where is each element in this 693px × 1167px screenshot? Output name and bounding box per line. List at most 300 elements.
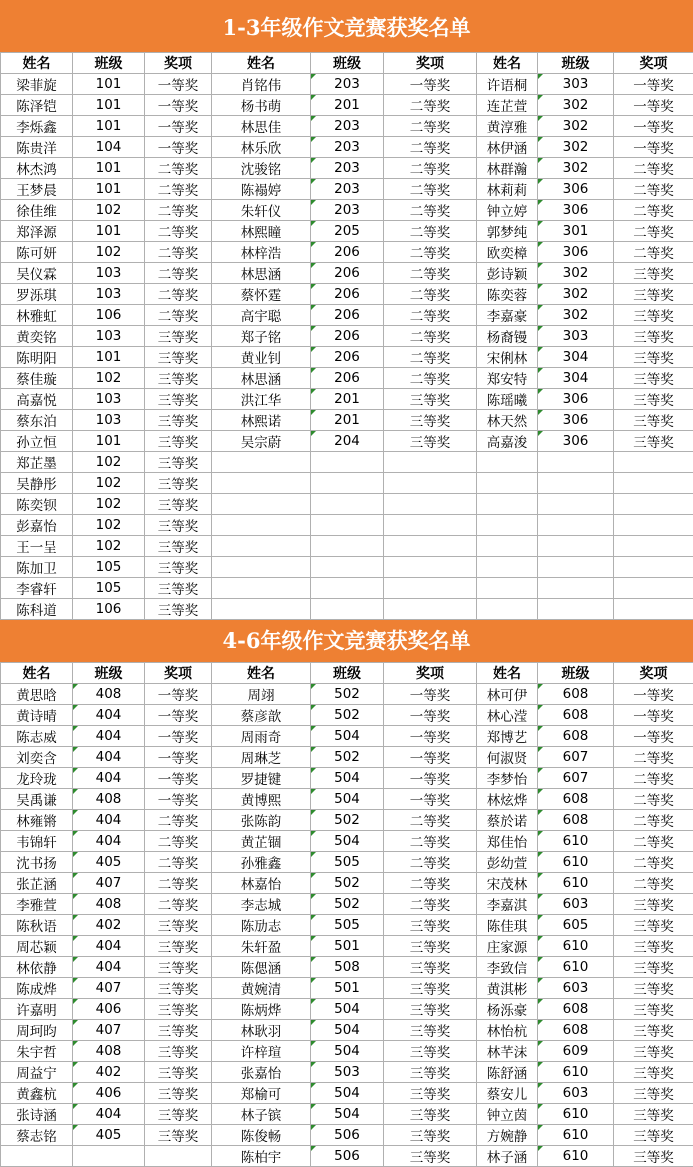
- empty-cell: [477, 515, 538, 536]
- empty-cell: [311, 494, 384, 515]
- cell-name: 黄博熙: [212, 789, 311, 810]
- cell-name: 韦锦轩: [1, 831, 73, 852]
- table-row: [1, 747, 693, 768]
- cell-class: 304: [538, 347, 614, 368]
- cell-award: 二等奖: [614, 747, 693, 768]
- cell-class: 504: [311, 726, 384, 747]
- table-row: [1, 1041, 693, 1062]
- cell-class: 408: [73, 684, 145, 705]
- cell-name: 张诗涵: [1, 1104, 73, 1125]
- cell-name: 罗泺琪: [1, 284, 73, 305]
- table-row: [1, 326, 693, 347]
- cell-class: 608: [538, 726, 614, 747]
- cell-class: 303: [538, 74, 614, 95]
- cell-class: 504: [311, 1020, 384, 1041]
- cell-class: 201: [311, 95, 384, 116]
- empty-cell: [212, 599, 311, 620]
- empty-cell: [614, 494, 693, 515]
- cell-class: 306: [538, 179, 614, 200]
- cell-class: 102: [73, 368, 145, 389]
- cell-name: 高嘉浚: [477, 431, 538, 452]
- cell-class: 304: [538, 368, 614, 389]
- cell-award: 三等奖: [145, 368, 212, 389]
- cell-name: 李嘉豪: [477, 305, 538, 326]
- cell-name: 朱轩盈: [212, 936, 311, 957]
- cell-award: 二等奖: [614, 873, 693, 894]
- table-row: [1, 999, 693, 1020]
- cell-class: 206: [311, 242, 384, 263]
- cell-award: 三等奖: [145, 410, 212, 431]
- cell-class: 306: [538, 431, 614, 452]
- cell-name: 林熙诺: [212, 410, 311, 431]
- table-row: [1, 494, 693, 515]
- cell-award: 一等奖: [145, 747, 212, 768]
- cell-award: 三等奖: [145, 347, 212, 368]
- cell-award: 一等奖: [145, 137, 212, 158]
- empty-cell: [614, 578, 693, 599]
- cell-award: 二等奖: [614, 852, 693, 873]
- cell-award: 三等奖: [145, 536, 212, 557]
- cell-award: 三等奖: [145, 978, 212, 999]
- cell-class: 504: [311, 768, 384, 789]
- cell-name: 陈奕钡: [1, 494, 73, 515]
- empty-cell: [477, 578, 538, 599]
- cell-class: 206: [311, 368, 384, 389]
- cell-award: 二等奖: [145, 873, 212, 894]
- cell-name: 蔡东泊: [1, 410, 73, 431]
- cell-name: 林梓浩: [212, 242, 311, 263]
- section1-title: 1-3年级作文竞赛获奖名单: [0, 0, 693, 52]
- table-row: [1, 852, 693, 873]
- empty-cell: [538, 536, 614, 557]
- cell-name: 方婉静: [477, 1125, 538, 1146]
- empty-cell: [311, 578, 384, 599]
- table-row: [1, 473, 693, 494]
- cell-class: 610: [538, 936, 614, 957]
- col-header-class: 班级: [538, 663, 614, 684]
- table-row: [1, 137, 693, 158]
- cell-award: 三等奖: [384, 915, 477, 936]
- cell-name: 黄鑫杭: [1, 1083, 73, 1104]
- cell-class: 101: [73, 347, 145, 368]
- cell-class: 404: [73, 810, 145, 831]
- empty-cell: [212, 536, 311, 557]
- cell-award: 二等奖: [384, 347, 477, 368]
- col-header-name: 姓名: [1, 663, 73, 684]
- table-row: [1, 978, 693, 999]
- cell-name: 沈骏铭: [212, 158, 311, 179]
- cell-award: 三等奖: [145, 1062, 212, 1083]
- cell-name: 郑榆可: [212, 1083, 311, 1104]
- cell-class: 404: [73, 831, 145, 852]
- cell-class: 404: [73, 768, 145, 789]
- cell-name: 彭幼萱: [477, 852, 538, 873]
- cell-award: 二等奖: [384, 263, 477, 284]
- cell-class: 101: [73, 74, 145, 95]
- cell-name: 陈炳烨: [212, 999, 311, 1020]
- cell-class: 101: [73, 179, 145, 200]
- cell-name: 林可伊: [477, 684, 538, 705]
- cell-award: 三等奖: [145, 389, 212, 410]
- table-row: [1, 768, 693, 789]
- cell-name: 王一呈: [1, 536, 73, 557]
- table-row: [1, 179, 693, 200]
- cell-name: 张嘉怡: [212, 1062, 311, 1083]
- cell-name: 林杰鸿: [1, 158, 73, 179]
- cell-name: 李致信: [477, 957, 538, 978]
- cell-name: 李烁鑫: [1, 116, 73, 137]
- cell-class: 605: [538, 915, 614, 936]
- cell-name: 郑芷墨: [1, 452, 73, 473]
- col-header-award: 奖项: [614, 53, 693, 74]
- cell-class: 203: [311, 200, 384, 221]
- cell-award: 三等奖: [614, 389, 693, 410]
- cell-class: 203: [311, 74, 384, 95]
- cell-name: 黄婉清: [212, 978, 311, 999]
- cell-class: 610: [538, 957, 614, 978]
- cell-award: 三等奖: [145, 936, 212, 957]
- cell-award: 二等奖: [384, 831, 477, 852]
- cell-award: 三等奖: [145, 494, 212, 515]
- cell-award: 三等奖: [145, 578, 212, 599]
- cell-name: 陈舒涵: [477, 1062, 538, 1083]
- table-row: [1, 263, 693, 284]
- cell-name: 张陈韵: [212, 810, 311, 831]
- cell-class: 408: [73, 894, 145, 915]
- cell-class: 502: [311, 705, 384, 726]
- cell-award: 二等奖: [384, 221, 477, 242]
- cell-class: 203: [311, 158, 384, 179]
- cell-award: 一等奖: [145, 74, 212, 95]
- cell-award: 二等奖: [145, 305, 212, 326]
- cell-class: 404: [73, 705, 145, 726]
- empty-cell: [614, 599, 693, 620]
- cell-name: 刘奕含: [1, 747, 73, 768]
- cell-class: 206: [311, 284, 384, 305]
- empty-cell: [614, 515, 693, 536]
- cell-name: 彭嘉怡: [1, 515, 73, 536]
- table-row: [1, 74, 693, 95]
- empty-cell: [477, 473, 538, 494]
- empty-cell: [477, 557, 538, 578]
- table-row: [1, 284, 693, 305]
- cell-award: 二等奖: [384, 894, 477, 915]
- cell-class: 201: [311, 389, 384, 410]
- table-row: [1, 1104, 693, 1125]
- empty-cell: [311, 557, 384, 578]
- cell-name: 林莉莉: [477, 179, 538, 200]
- empty-cell: [538, 515, 614, 536]
- cell-name: 徐佳维: [1, 200, 73, 221]
- cell-name: 郑子铭: [212, 326, 311, 347]
- cell-award: 二等奖: [384, 810, 477, 831]
- cell-award: 三等奖: [614, 347, 693, 368]
- cell-class: 407: [73, 1020, 145, 1041]
- empty-cell: [212, 515, 311, 536]
- col-header-award: 奖项: [384, 53, 477, 74]
- cell-award: 三等奖: [384, 936, 477, 957]
- cell-name: 沈书扬: [1, 852, 73, 873]
- cell-class: 102: [73, 536, 145, 557]
- cell-award: 二等奖: [614, 789, 693, 810]
- cell-award: 二等奖: [614, 158, 693, 179]
- table-row: [1, 915, 693, 936]
- table-row: [1, 1062, 693, 1083]
- cell-name: 朱宇哲: [1, 1041, 73, 1062]
- cell-award: 三等奖: [614, 1020, 693, 1041]
- cell-name: 林芊沫: [477, 1041, 538, 1062]
- empty-cell: [212, 557, 311, 578]
- cell-award: 三等奖: [384, 957, 477, 978]
- cell-award: 一等奖: [614, 726, 693, 747]
- cell-award: 一等奖: [614, 116, 693, 137]
- cell-name: 吴宗蔚: [212, 431, 311, 452]
- cell-name: 连芷萱: [477, 95, 538, 116]
- cell-name: 林群瀚: [477, 158, 538, 179]
- cell-name: 蔡志铭: [1, 1125, 73, 1146]
- cell-class: 303: [538, 326, 614, 347]
- cell-award: 一等奖: [614, 684, 693, 705]
- table-row: [1, 726, 693, 747]
- cell-name: 何淑贤: [477, 747, 538, 768]
- empty-cell: [73, 1146, 145, 1167]
- cell-name: 郑佳怡: [477, 831, 538, 852]
- cell-name: 周琳芝: [212, 747, 311, 768]
- cell-class: 608: [538, 705, 614, 726]
- cell-award: 三等奖: [614, 999, 693, 1020]
- cell-award: 三等奖: [384, 1083, 477, 1104]
- cell-name: 陈佳琪: [477, 915, 538, 936]
- cell-name: 林雍锵: [1, 810, 73, 831]
- cell-name: 吴仪霖: [1, 263, 73, 284]
- cell-name: 黄诗晴: [1, 705, 73, 726]
- col-header-name: 姓名: [212, 53, 311, 74]
- cell-name: 林子镔: [212, 1104, 311, 1125]
- empty-cell: [384, 452, 477, 473]
- cell-award: 二等奖: [614, 200, 693, 221]
- cell-class: 301: [538, 221, 614, 242]
- cell-class: 302: [538, 263, 614, 284]
- empty-cell: [384, 515, 477, 536]
- cell-name: 周珂昀: [1, 1020, 73, 1041]
- table-row: [1, 578, 693, 599]
- award-table-grade1-3: [0, 52, 693, 620]
- cell-name: 林思佳: [212, 116, 311, 137]
- empty-cell: [311, 599, 384, 620]
- cell-award: 三等奖: [384, 1104, 477, 1125]
- cell-award: 二等奖: [384, 852, 477, 873]
- cell-class: 306: [538, 389, 614, 410]
- cell-award: 三等奖: [145, 999, 212, 1020]
- cell-class: 404: [73, 957, 145, 978]
- cell-award: 二等奖: [614, 768, 693, 789]
- cell-name: 黄芷锢: [212, 831, 311, 852]
- cell-name: 郑泽源: [1, 221, 73, 242]
- cell-class: 101: [73, 431, 145, 452]
- cell-class: 102: [73, 494, 145, 515]
- cell-award: 二等奖: [614, 810, 693, 831]
- cell-award: 三等奖: [145, 1125, 212, 1146]
- cell-class: 203: [311, 179, 384, 200]
- cell-class: 408: [73, 1041, 145, 1062]
- cell-class: 102: [73, 515, 145, 536]
- cell-class: 105: [73, 578, 145, 599]
- cell-award: 三等奖: [614, 957, 693, 978]
- cell-name: 蔡於诺: [477, 810, 538, 831]
- cell-class: 106: [73, 305, 145, 326]
- cell-class: 607: [538, 747, 614, 768]
- table-row: [1, 810, 693, 831]
- cell-name: 孙雅鑫: [212, 852, 311, 873]
- cell-class: 404: [73, 936, 145, 957]
- cell-name: 林思涵: [212, 263, 311, 284]
- cell-class: 504: [311, 831, 384, 852]
- cell-name: 李志城: [212, 894, 311, 915]
- cell-name: 陈俊畅: [212, 1125, 311, 1146]
- cell-award: 三等奖: [614, 284, 693, 305]
- cell-award: 二等奖: [145, 242, 212, 263]
- cell-class: 102: [73, 473, 145, 494]
- cell-name: 林思涵: [212, 368, 311, 389]
- cell-name: 黄淇彬: [477, 978, 538, 999]
- cell-award: 二等奖: [384, 326, 477, 347]
- cell-name: 李嘉淇: [477, 894, 538, 915]
- cell-name: 林乐欣: [212, 137, 311, 158]
- cell-class: 501: [311, 936, 384, 957]
- cell-award: 一等奖: [384, 768, 477, 789]
- cell-class: 206: [311, 305, 384, 326]
- cell-class: 501: [311, 978, 384, 999]
- cell-class: 506: [311, 1146, 384, 1167]
- cell-award: 三等奖: [384, 410, 477, 431]
- cell-name: 洪江华: [212, 389, 311, 410]
- cell-award: 三等奖: [145, 599, 212, 620]
- cell-award: 三等奖: [145, 957, 212, 978]
- cell-class: 402: [73, 1062, 145, 1083]
- table-row: [1, 957, 693, 978]
- cell-name: 陈奕蓉: [477, 284, 538, 305]
- cell-award: 三等奖: [145, 1104, 212, 1125]
- empty-cell: [311, 536, 384, 557]
- cell-name: 陈可妍: [1, 242, 73, 263]
- table-row: [1, 789, 693, 810]
- empty-cell: [311, 473, 384, 494]
- cell-class: 502: [311, 747, 384, 768]
- cell-award: 三等奖: [145, 452, 212, 473]
- cell-award: 二等奖: [384, 873, 477, 894]
- empty-cell: [614, 473, 693, 494]
- section2-title: 4-6年级作文竞赛获奖名单: [0, 620, 693, 662]
- table-row: [1, 431, 693, 452]
- cell-class: 502: [311, 810, 384, 831]
- cell-class: 407: [73, 978, 145, 999]
- cell-name: 许语桐: [477, 74, 538, 95]
- cell-award: 三等奖: [614, 326, 693, 347]
- empty-cell: [538, 473, 614, 494]
- cell-class: 205: [311, 221, 384, 242]
- cell-name: 陈泽铠: [1, 95, 73, 116]
- empty-cell: [311, 452, 384, 473]
- col-header-award: 奖项: [614, 663, 693, 684]
- cell-name: 蔡佳璇: [1, 368, 73, 389]
- cell-award: 三等奖: [145, 557, 212, 578]
- cell-award: 二等奖: [614, 221, 693, 242]
- cell-name: 林依静: [1, 957, 73, 978]
- cell-name: 蔡怀霆: [212, 284, 311, 305]
- cell-class: 508: [311, 957, 384, 978]
- cell-award: 三等奖: [384, 1041, 477, 1062]
- cell-class: 405: [73, 852, 145, 873]
- table-row: [1, 452, 693, 473]
- cell-class: 101: [73, 221, 145, 242]
- cell-class: 610: [538, 1125, 614, 1146]
- cell-award: 二等奖: [145, 158, 212, 179]
- empty-cell: [538, 557, 614, 578]
- table-row: [1, 116, 693, 137]
- cell-award: 三等奖: [614, 978, 693, 999]
- cell-award: 二等奖: [614, 831, 693, 852]
- empty-cell: [538, 599, 614, 620]
- cell-class: 503: [311, 1062, 384, 1083]
- cell-name: 陈偲涵: [212, 957, 311, 978]
- cell-award: 二等奖: [145, 179, 212, 200]
- cell-name: 彭诗颖: [477, 263, 538, 284]
- cell-name: 黄业钊: [212, 347, 311, 368]
- empty-cell: [614, 557, 693, 578]
- cell-class: 610: [538, 1146, 614, 1167]
- cell-name: 杨裔镘: [477, 326, 538, 347]
- cell-award: 三等奖: [384, 431, 477, 452]
- cell-award: 三等奖: [384, 1062, 477, 1083]
- cell-award: 三等奖: [614, 1062, 693, 1083]
- cell-class: 608: [538, 684, 614, 705]
- cell-class: 610: [538, 1062, 614, 1083]
- cell-name: 欧奕樟: [477, 242, 538, 263]
- cell-class: 610: [538, 831, 614, 852]
- empty-cell: [614, 452, 693, 473]
- empty-cell: [1, 1146, 73, 1167]
- table-row: [1, 200, 693, 221]
- cell-class: 103: [73, 389, 145, 410]
- cell-class: 206: [311, 263, 384, 284]
- cell-class: 607: [538, 768, 614, 789]
- cell-class: 407: [73, 873, 145, 894]
- cell-class: 608: [538, 999, 614, 1020]
- cell-class: 102: [73, 452, 145, 473]
- cell-class: 306: [538, 410, 614, 431]
- cell-award: 三等奖: [384, 978, 477, 999]
- cell-name: 林怡杭: [477, 1020, 538, 1041]
- cell-award: 二等奖: [614, 179, 693, 200]
- cell-award: 二等奖: [384, 200, 477, 221]
- cell-name: 林伊涵: [477, 137, 538, 158]
- cell-award: 三等奖: [384, 999, 477, 1020]
- cell-name: 周翊: [212, 684, 311, 705]
- table-row: [1, 515, 693, 536]
- cell-name: 庄家源: [477, 936, 538, 957]
- cell-award: 三等奖: [614, 368, 693, 389]
- cell-award: 一等奖: [614, 95, 693, 116]
- cell-name: 周雨奇: [212, 726, 311, 747]
- cell-class: 306: [538, 200, 614, 221]
- col-header-name: 姓名: [477, 663, 538, 684]
- empty-cell: [212, 452, 311, 473]
- table-row: [1, 95, 693, 116]
- cell-award: 一等奖: [614, 74, 693, 95]
- empty-cell: [538, 578, 614, 599]
- cell-award: 一等奖: [145, 684, 212, 705]
- cell-name: 许梓瑄: [212, 1041, 311, 1062]
